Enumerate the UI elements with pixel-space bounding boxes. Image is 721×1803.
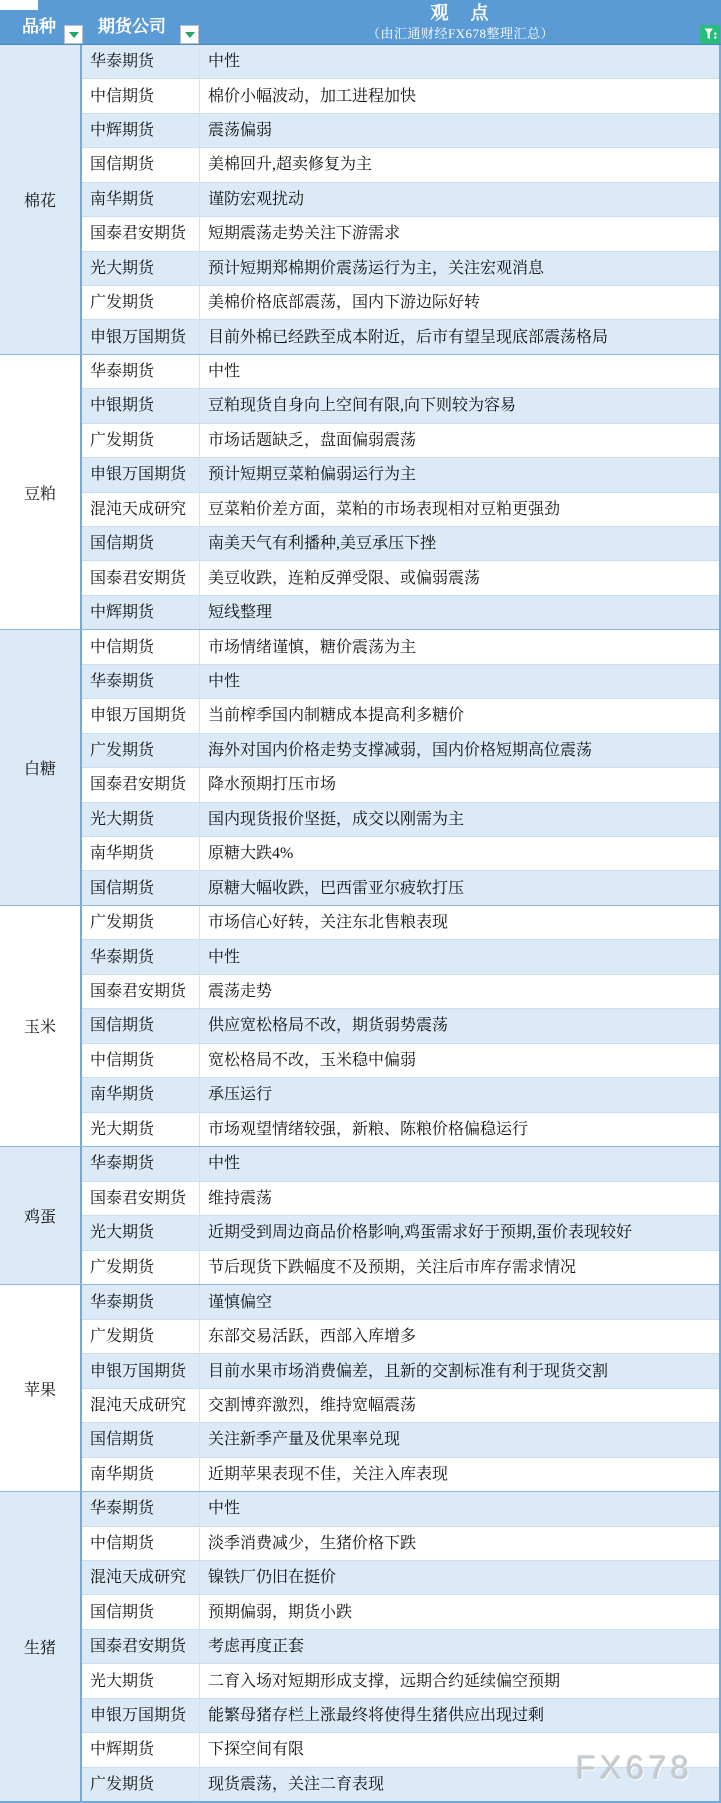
view-cell: 维持震荡	[208, 1189, 273, 1207]
table-row	[82, 1768, 719, 1801]
group-rows	[82, 1285, 719, 1491]
table-row	[82, 1009, 719, 1043]
view-cell: 震荡偏弱	[208, 122, 273, 140]
variety-cell	[0, 630, 82, 905]
table-row	[82, 1182, 719, 1217]
view-cell: 市场话题缺乏，盘面偏弱震荡	[208, 431, 417, 449]
variety-cell	[0, 906, 82, 1146]
table-row	[82, 734, 719, 768]
variety-cell	[0, 355, 82, 630]
company-cell: 广发期货	[82, 424, 200, 457]
commodity-group	[0, 354, 719, 630]
view-cell: 承压运行	[208, 1086, 273, 1104]
table-row	[82, 906, 719, 940]
table-row	[82, 1285, 719, 1319]
table-row	[82, 1561, 719, 1595]
table-row	[82, 975, 719, 1009]
company-cell: 华泰期货	[82, 355, 200, 388]
table-row	[82, 1078, 719, 1112]
group-rows	[82, 355, 719, 630]
table-row	[82, 355, 719, 389]
variety-column-label: 品种	[22, 17, 56, 36]
view-cell: 宽松格局不改，玉米稳中偏弱	[208, 1051, 417, 1069]
view-cell: 中性	[208, 948, 241, 966]
company-cell: 南华期货	[82, 1078, 200, 1111]
sheet-corner-notch	[0, 0, 38, 10]
chevron-down-icon	[69, 32, 79, 38]
table-row	[82, 114, 719, 148]
view-cell: 原糖大跌4%	[208, 845, 294, 863]
view-cell: 谨慎偏空	[208, 1293, 273, 1311]
group-rows	[82, 1492, 719, 1801]
company-cell: 华泰期货	[82, 1147, 200, 1181]
table-row	[82, 837, 719, 871]
variety-cell	[0, 1285, 82, 1491]
view-cell: 原糖大幅收跌，巴西雷亚尔疲软打压	[208, 879, 465, 897]
view-cell: 镍铁厂仍旧在挺价	[208, 1569, 337, 1587]
commodity-group	[0, 629, 719, 905]
group-rows	[82, 1147, 719, 1284]
variety-label: 苹果	[23, 1381, 56, 1399]
view-cell: 当前榨季国内制糖成本提高利多糖价	[208, 707, 465, 725]
table-row	[82, 1630, 719, 1664]
company-cell: 南华期货	[82, 1458, 200, 1491]
table-row	[82, 940, 719, 974]
table-row	[82, 596, 719, 629]
view-cell: 下探空间有限	[208, 1741, 305, 1759]
watermark: FX678	[575, 1749, 693, 1786]
variety-label: 玉米	[23, 1019, 56, 1037]
company-cell: 国泰君安期货	[82, 1182, 200, 1216]
table-row	[82, 320, 719, 353]
company-filter-button[interactable]	[180, 25, 199, 44]
view-cell: 国内现货报价坚挺，成交以刚需为主	[208, 810, 465, 828]
view-cell: 能繁母猪存栏上涨最终将使得生猪供应出现过剩	[208, 1706, 545, 1724]
view-cell: 市场信心好转，关注东北售粮表现	[208, 914, 449, 932]
table-row	[82, 1113, 719, 1146]
view-cell: 豆菜粕价差方面，菜粕的市场表现相对豆粕更强劲	[208, 500, 561, 518]
view-cell: 供应宽松格局不改，期货弱势震荡	[208, 1017, 449, 1035]
company-cell: 华泰期货	[82, 1492, 200, 1525]
company-cell: 光大期货	[82, 803, 200, 836]
company-cell: 国信期货	[82, 527, 200, 560]
company-cell: 广发期货	[82, 1320, 200, 1353]
commodity-group	[0, 1146, 719, 1284]
company-cell: 国泰君安期货	[82, 561, 200, 594]
table-row	[82, 424, 719, 458]
table-row	[82, 1733, 719, 1767]
company-cell: 南华期货	[82, 837, 200, 870]
company-cell: 广发期货	[82, 1251, 200, 1285]
company-cell: 申银万国期货	[82, 458, 200, 491]
header-cell-variety	[0, 0, 82, 44]
view-cell: 交割博弈激烈，维持宽幅震荡	[208, 1397, 417, 1414]
table-filter-button[interactable]	[700, 25, 720, 44]
table-row	[82, 1216, 719, 1251]
view-cell: 中性	[208, 53, 241, 71]
table-row	[82, 1664, 719, 1698]
table-row	[82, 665, 719, 699]
view-cell: 美棉回升,超卖修复为主	[208, 156, 373, 174]
company-cell: 光大期货	[82, 1113, 200, 1146]
company-cell: 国信期货	[82, 1595, 200, 1628]
view-cell: 关注新季产量及优果率兑现	[208, 1431, 401, 1449]
table-row	[82, 389, 719, 423]
company-column-label: 期货公司	[98, 17, 166, 36]
table-row	[82, 79, 719, 113]
view-cell: 降水预期打压市场	[208, 776, 337, 794]
view-cell: 市场情绪谨慎，糖价震荡为主	[208, 638, 417, 656]
table-row	[82, 871, 719, 904]
variety-cell	[0, 1147, 82, 1284]
table-row	[82, 148, 719, 182]
view-cell: 现货震荡，关注二育表现	[208, 1775, 385, 1793]
table-body	[0, 45, 721, 1803]
company-cell: 国泰君安期货	[82, 768, 200, 801]
table-header	[0, 0, 721, 45]
view-cell: 中性	[208, 1500, 241, 1518]
table-row	[82, 1389, 719, 1423]
variety-cell	[0, 1492, 82, 1801]
view-cell: 近期苹果表现不佳，关注入库表现	[208, 1465, 449, 1483]
table-row	[82, 1458, 719, 1491]
table-row	[82, 286, 719, 320]
table-row	[82, 561, 719, 595]
table-row	[82, 493, 719, 527]
table-row	[82, 1595, 719, 1629]
view-cell: 预期偏弱，期货小跌	[208, 1603, 353, 1621]
header-cell-view	[200, 0, 721, 44]
company-cell: 国信期货	[82, 871, 200, 904]
view-cell: 考虑再度正套	[208, 1638, 305, 1656]
company-cell: 光大期货	[82, 1216, 200, 1250]
company-cell: 光大期货	[82, 1664, 200, 1697]
company-cell: 国信期货	[82, 1423, 200, 1456]
table-row	[82, 183, 719, 217]
company-cell: 中银期货	[82, 389, 200, 422]
view-cell: 东部交易活跃，西部入库增多	[208, 1328, 417, 1346]
table-row	[82, 1044, 719, 1078]
company-cell: 华泰期货	[82, 940, 200, 973]
company-cell: 中辉期货	[82, 596, 200, 629]
group-rows	[82, 906, 719, 1146]
commodity-group	[0, 1284, 719, 1491]
view-cell: 短线整理	[208, 604, 273, 622]
company-cell: 中信期货	[82, 1044, 200, 1077]
view-cell: 美豆收跌，连粕反弹受限、或偏弱震荡	[208, 569, 481, 587]
view-column-subtitle: （由汇通财经FX678整理汇总）	[366, 26, 555, 41]
chevron-down-icon	[185, 32, 195, 38]
table-row	[82, 1147, 719, 1182]
view-cell: 预计短期豆菜粕偏弱运行为主	[208, 466, 417, 484]
group-rows	[82, 630, 719, 905]
view-cell: 中性	[208, 363, 241, 381]
company-cell: 申银万国期货	[82, 1699, 200, 1732]
company-cell: 申银万国期货	[82, 1354, 200, 1387]
view-cell: 预计短期郑棉期价震荡运行为主，关注宏观消息	[208, 259, 545, 277]
view-cell: 中性	[208, 673, 241, 690]
company-cell: 混沌天成研究	[82, 1389, 200, 1422]
table-row	[82, 1492, 719, 1526]
company-cell: 国泰君安期货	[82, 975, 200, 1008]
company-cell: 国信期货	[82, 1009, 200, 1042]
view-cell: 目前水果市场消费偏差，且新的交割标准有利于现货交割	[208, 1362, 609, 1380]
company-cell: 华泰期货	[82, 1285, 200, 1318]
company-cell: 国信期货	[82, 148, 200, 181]
company-cell: 申银万国期货	[82, 320, 200, 353]
variety-label: 生猪	[23, 1640, 56, 1658]
commodity-group	[0, 905, 719, 1146]
variety-label: 白糖	[23, 761, 56, 779]
table-row	[82, 217, 719, 251]
company-cell: 光大期货	[82, 252, 200, 285]
view-cell: 谨防宏观扰动	[208, 190, 305, 208]
view-cell: 南美天气有利播种,美豆承压下挫	[208, 535, 437, 553]
table-row	[82, 1423, 719, 1457]
company-cell: 广发期货	[82, 734, 200, 767]
view-cell: 美棉价格底部震荡，国内下游边际好转	[208, 294, 481, 312]
view-cell: 豆粕现货自身向上空间有限,向下则较为容易	[208, 397, 517, 415]
variety-label: 豆粕	[23, 485, 56, 503]
company-cell: 中信期货	[82, 79, 200, 112]
company-cell: 混沌天成研究	[82, 493, 200, 526]
company-cell: 南华期货	[82, 183, 200, 216]
company-cell: 中信期货	[82, 1527, 200, 1560]
company-cell: 混沌天成研究	[82, 1561, 200, 1594]
view-cell: 市场观望情绪较强，新粮、陈粮价格偏稳运行	[208, 1120, 529, 1138]
variety-label: 棉花	[23, 192, 56, 210]
company-cell: 广发期货	[82, 1768, 200, 1801]
company-cell: 国泰君安期货	[82, 1630, 200, 1663]
table-row	[82, 458, 719, 492]
company-cell: 中辉期货	[82, 1733, 200, 1766]
company-cell: 华泰期货	[82, 45, 200, 78]
funnel-icon	[704, 28, 717, 41]
company-cell: 中辉期货	[82, 114, 200, 147]
commodity-group	[0, 45, 719, 354]
header-cell-company	[82, 0, 200, 44]
company-cell: 国泰君安期货	[82, 217, 200, 250]
view-cell: 中性	[208, 1155, 241, 1173]
table-row	[82, 630, 719, 664]
variety-filter-button[interactable]	[64, 25, 83, 44]
table-row	[82, 252, 719, 286]
view-cell: 二育入场对短期形成支撑，远期合约延续偏空预期	[208, 1672, 561, 1690]
variety-cell	[0, 45, 82, 354]
company-cell: 中信期货	[82, 630, 200, 663]
table-row	[82, 699, 719, 733]
view-cell: 淡季消费减少，生猪价格下跌	[208, 1534, 417, 1552]
table-row	[82, 1699, 719, 1733]
company-cell: 广发期货	[82, 286, 200, 319]
table-row	[82, 768, 719, 802]
view-cell: 短期震荡走势关注下游需求	[208, 225, 401, 243]
view-cell: 目前外棉已经跌至成本附近，后市有望呈现底部震荡格局	[208, 328, 609, 346]
view-cell: 近期受到周边商品价格影响,鸡蛋需求好于预期,蛋价表现较好	[208, 1224, 633, 1242]
commodity-group	[0, 1491, 719, 1801]
company-cell: 华泰期货	[82, 665, 200, 698]
table-row	[82, 1354, 719, 1388]
view-cell: 海外对国内价格走势支撑减弱，国内价格短期高位震荡	[208, 741, 593, 759]
table-row	[82, 1320, 719, 1354]
table-row	[82, 527, 719, 561]
table-row	[82, 1527, 719, 1561]
table-row	[82, 45, 719, 79]
table-row	[82, 1251, 719, 1285]
group-rows	[82, 45, 719, 354]
view-cell: 棉价小幅波动，加工进程加快	[208, 87, 417, 105]
company-cell: 广发期货	[82, 906, 200, 939]
company-cell: 申银万国期货	[82, 699, 200, 732]
view-cell: 节后现货下跌幅度不及预期，关注后市库存需求情况	[208, 1259, 577, 1277]
view-column-title: 观 点	[430, 3, 491, 23]
view-cell: 震荡走势	[208, 982, 273, 1000]
table-row	[82, 803, 719, 837]
variety-label: 鸡蛋	[23, 1209, 56, 1227]
